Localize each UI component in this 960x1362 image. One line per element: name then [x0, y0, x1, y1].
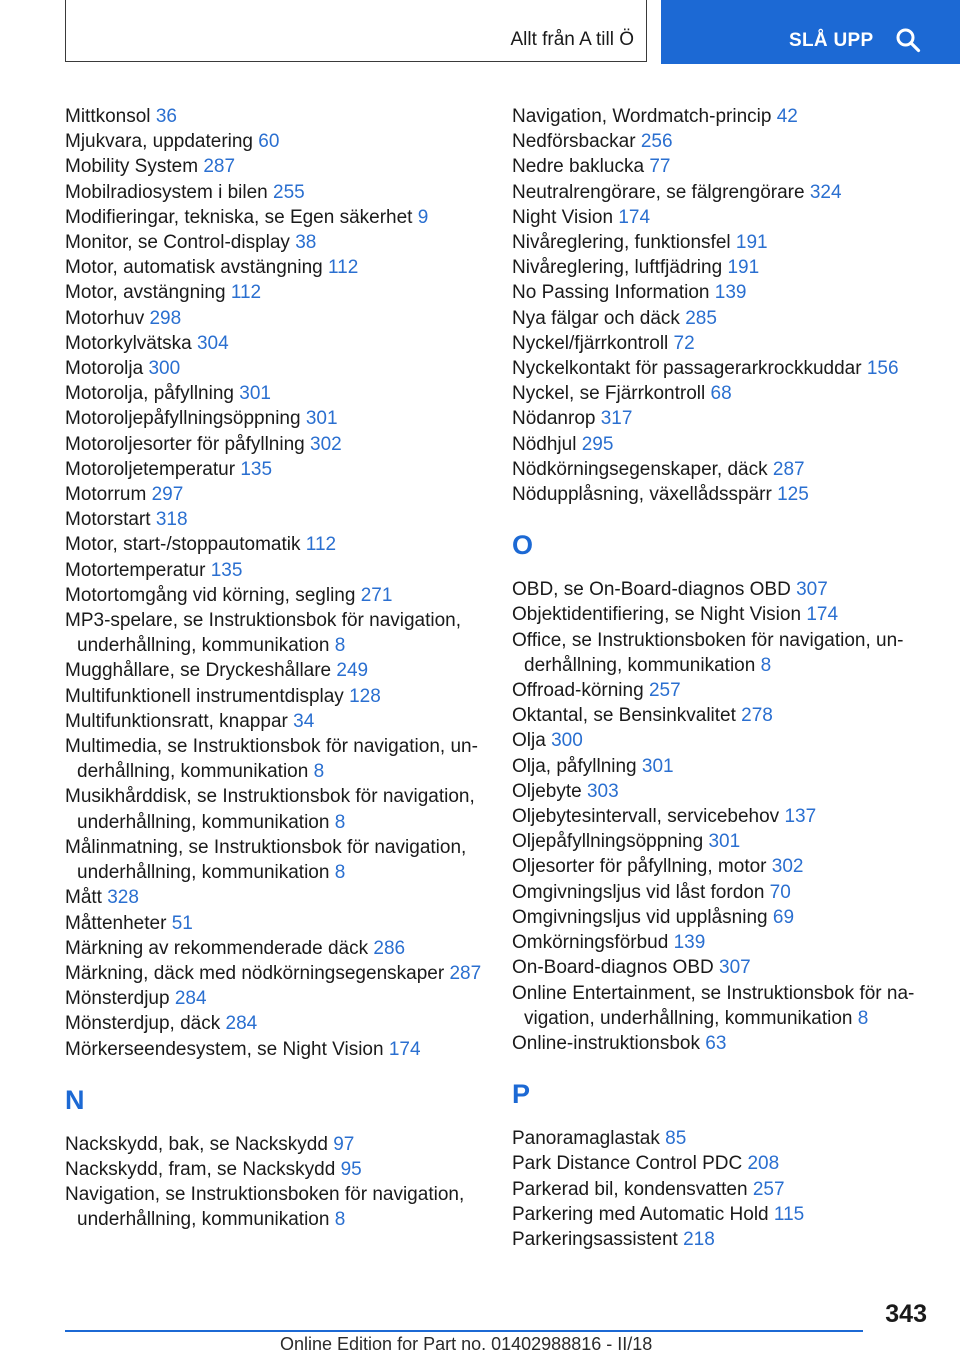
index-entry	[512, 381, 942, 406]
index-entry-text: Parkeringsassistent	[512, 1228, 678, 1250]
index-entry-text: Nivåreglering, funktionsfel	[512, 232, 731, 254]
index-entry-text: Motoroljetemperatur	[65, 458, 236, 480]
index-entry-text: Navigation, Wordmatch-princip	[512, 106, 772, 127]
page-reference-link[interactable]: 8	[760, 654, 772, 676]
page-reference-link[interactable]: 85	[665, 1128, 687, 1150]
page-reference-link[interactable]: 36	[155, 106, 177, 127]
page-reference-link[interactable]: 284	[174, 988, 207, 1010]
index-entry	[512, 905, 942, 930]
index-entry-text: Nödanrop	[512, 408, 596, 430]
index-entry-text: Nyckel, se Fjärrkontroll	[512, 383, 706, 405]
index-entry	[512, 482, 942, 507]
page-reference-link[interactable]: 9	[417, 206, 429, 228]
page-reference-link[interactable]: 137	[784, 806, 817, 828]
index-entry	[512, 104, 942, 129]
index-entry-text: Motoroljesorter för påfyllning	[65, 433, 305, 455]
index-entry	[512, 280, 942, 305]
a-to-z-tab[interactable]	[65, 0, 647, 62]
index-entry-text: On-Board-diagnos OBD	[512, 957, 714, 979]
index-entry-text: Nivåreglering, luftfjädring	[512, 257, 723, 279]
index-entry-text: Olja, påfyllning	[512, 755, 637, 777]
index-entry	[65, 280, 495, 305]
index-entry	[65, 1182, 495, 1232]
index-entry	[512, 1202, 942, 1227]
index-entry	[512, 1227, 942, 1252]
page-header	[0, 0, 960, 66]
index-entry-text: Multifunktionsratt, knappar	[65, 710, 288, 732]
index-entry	[65, 432, 495, 457]
index-entry-text: Nackskydd, bak, se Nackskydd	[65, 1133, 328, 1155]
index-entry	[65, 1037, 495, 1062]
index-entry-text: Nackskydd, fram, se Nackskydd	[65, 1158, 336, 1180]
index-entry	[65, 255, 495, 280]
index-entry-text: Motoroljepåfyllningsöppning	[65, 408, 301, 430]
index-entry	[512, 728, 942, 753]
page-reference-link[interactable]: 301	[239, 383, 271, 405]
index-entry	[512, 703, 942, 728]
page-reference-link[interactable]: 112	[305, 534, 337, 556]
page-reference-link[interactable]: 317	[600, 408, 633, 430]
index-entry-text: Multimedia, se Instruktionsbok för navigation, underhållning, kommunikation	[65, 736, 478, 783]
index-entry-text: Nedre baklucka	[512, 156, 645, 178]
index-entry-text: Oljebytesintervall, servicebehov	[512, 806, 780, 828]
index-entry-text: Nödhjul	[512, 433, 577, 455]
index-entry-text: Parkerad bil, kondensvatten	[512, 1178, 748, 1200]
page-reference-link[interactable]: 174	[806, 604, 839, 626]
index-entry	[65, 180, 495, 205]
index-entry-text: Online Entertainment, se Instruktionsbok för navigation, underhållning, kommunikation	[512, 982, 915, 1029]
page-reference-link[interactable]: 301	[305, 408, 338, 430]
index-entry	[512, 432, 942, 457]
page-reference-link[interactable]: 307	[796, 579, 828, 601]
index-entry	[65, 129, 495, 154]
index-entry-text: Oljesorter för påfyllning, motor	[512, 856, 767, 878]
page-reference-link[interactable]: 318	[155, 509, 188, 531]
index-column-right	[512, 104, 942, 1252]
page-reference-link[interactable]: 112	[327, 257, 359, 279]
index-entry-text: Mönsterdjup	[65, 988, 170, 1010]
index-entry	[512, 829, 942, 854]
index-entry	[65, 356, 495, 381]
look-up-label: SLÅ UPP	[789, 30, 874, 51]
a-to-z-tab-label: Allt från A till Ö	[510, 29, 634, 50]
index-entry-text: Mittkonsol	[65, 106, 151, 127]
index-entry	[512, 779, 942, 804]
index-entry-text: Motorkylvätska	[65, 332, 192, 354]
index-entry	[65, 104, 495, 129]
page-reference-link[interactable]: 256	[640, 131, 673, 153]
index-column-left	[65, 104, 495, 1233]
page-reference-link[interactable]: 191	[735, 232, 768, 254]
page-reference-link[interactable]: 68	[710, 383, 732, 405]
index-entry-text: Oljebyte	[512, 780, 582, 802]
index-entry	[512, 981, 942, 1031]
index-entry	[512, 154, 942, 179]
index-entry	[512, 331, 942, 356]
section-letter: P	[512, 1079, 531, 1110]
index-entry-text: Office, se Instruktionsboken för navigation, underhållning, kommunikation	[512, 629, 904, 676]
index-entry	[65, 835, 495, 885]
page-reference-link[interactable]: 38	[295, 232, 317, 254]
index-entry-text: Modifieringar, tekniska, se Egen säkerhet	[65, 206, 413, 228]
index-entry-text: Märkning, däck med nödkörningsegenskaper	[65, 962, 445, 984]
page-reference-link[interactable]: 328	[107, 887, 139, 909]
page-reference-link[interactable]: 8	[334, 1209, 346, 1231]
section-letter: N	[65, 1084, 85, 1115]
index-entry	[512, 854, 942, 879]
page-reference-link[interactable]: 174	[388, 1038, 421, 1060]
index-entry-text: Navigation, se Instruktionsboken för navigation, underhållning, kommunikation	[65, 1184, 465, 1231]
index-entry-text: Neutralrengörare, se fälgrengörare	[512, 181, 805, 203]
page-reference-link[interactable]: 174	[618, 206, 651, 228]
index-entry	[512, 1177, 942, 1202]
index-entry-text: Motorolja, påfyllning	[65, 383, 234, 405]
page-reference-link[interactable]: 69	[772, 906, 795, 928]
page-reference-link[interactable]: 257	[752, 1178, 785, 1200]
page-reference-link[interactable]: 70	[769, 881, 791, 903]
index-entry-text: Omgivningsljus vid låst fordon	[512, 881, 765, 903]
index-entry	[65, 608, 495, 658]
index-entry-text: Oktantal, se Bensinkvalitet	[512, 705, 736, 727]
page-reference-link[interactable]: 302	[771, 856, 804, 878]
index-entry-text: Olja	[512, 730, 546, 752]
index-entry-text: Motorhuv	[65, 307, 145, 329]
page-reference-link[interactable]: 307	[719, 957, 751, 979]
page-reference-link[interactable]: 302	[310, 433, 342, 455]
page-reference-link[interactable]: 300	[551, 730, 583, 752]
index-entry-text: Motortemperatur	[65, 559, 206, 581]
index-entry	[65, 381, 495, 406]
index-entry	[512, 1031, 942, 1056]
index-entry-text: Nedförsbackar	[512, 131, 636, 153]
page-reference-link[interactable]: 60	[258, 131, 280, 153]
index-entry	[65, 961, 495, 986]
index-entry-text: Mjukvara, uppdatering	[65, 131, 253, 153]
index-entry	[512, 230, 942, 255]
index-entry	[512, 602, 942, 627]
index-entry	[65, 936, 495, 961]
index-entry-text: Måttenheter	[65, 912, 167, 934]
index-entry-text: Objektidentifiering, se Night Vision	[512, 604, 802, 626]
page-reference-link[interactable]: 191	[727, 257, 760, 279]
page-reference-link[interactable]: 77	[649, 156, 671, 178]
page-reference-link[interactable]: 156	[866, 358, 899, 380]
page-reference-link[interactable]: 128	[349, 685, 381, 707]
index-entry-text: Motorolja	[65, 358, 144, 380]
index-entry-text: Mönsterdjup, däck	[65, 1013, 221, 1035]
page-reference-link[interactable]: 72	[673, 332, 695, 354]
index-entry-text: Motor, start-/stoppautomatik	[65, 534, 301, 556]
index-entry	[65, 154, 495, 179]
index-entry	[512, 205, 942, 230]
index-entry	[512, 255, 942, 280]
page-reference-link[interactable]: 97	[333, 1133, 355, 1155]
index-entry-text: Omkörningsförbud	[512, 932, 669, 954]
index-entry	[512, 577, 942, 602]
index-entry-text: Musikhårddisk, se Instruktionsbok för navigation, underhållning, kommunikation	[65, 786, 475, 833]
index-entry-text: Målinmatning, se Instruktionsbok för navigation, underhållning, kommunikation	[65, 836, 467, 884]
page-reference-link[interactable]: 255	[273, 181, 305, 203]
index-entry	[65, 709, 495, 734]
index-entry-text: No Passing Information	[512, 282, 710, 304]
page-reference-link[interactable]: 8	[334, 862, 346, 884]
index-entry	[512, 457, 942, 482]
index-entry-text: MP3-spelare, se Instruktionsbok för navigation, underhållning, kommunikation	[65, 610, 462, 657]
index-entry	[65, 205, 495, 230]
index-entry	[512, 180, 942, 205]
page-reference-link[interactable]: 139	[714, 282, 747, 304]
page-reference-link[interactable]: 42	[776, 106, 798, 127]
index-entry	[65, 784, 495, 834]
page-reference-link[interactable]: 51	[171, 912, 193, 934]
index-entry-text: Night Vision	[512, 206, 614, 228]
page-reference-link[interactable]: 287	[203, 156, 236, 178]
index-entry	[512, 930, 942, 955]
page-reference-link[interactable]: 324	[809, 181, 842, 203]
page-reference-link[interactable]: 271	[360, 584, 393, 606]
index-entry	[65, 558, 495, 583]
index-entry-text: Panoramaglastak	[512, 1128, 660, 1150]
index-entry	[512, 804, 942, 829]
page-reference-link[interactable]: 112	[230, 282, 262, 304]
index-entry-text: Offroad-körning	[512, 680, 644, 702]
page-reference-link[interactable]: 303	[586, 780, 619, 802]
index-entry	[65, 986, 495, 1011]
page-reference-link[interactable]: 63	[705, 1032, 727, 1054]
index-entry	[65, 482, 495, 507]
page-reference-link[interactable]: 301	[708, 831, 741, 853]
index-entry	[65, 457, 495, 482]
index-entry-text: Nyckelkontakt för passagerarkrockkuddar	[512, 358, 862, 380]
page-reference-link[interactable]: 8	[334, 635, 346, 657]
page-reference-link[interactable]: 249	[336, 660, 369, 682]
index-entry	[512, 1126, 942, 1151]
page-reference-link[interactable]: 286	[373, 937, 406, 959]
footer-edition-text: Online Edition for Part no. 01402988816 - II/18	[280, 1334, 653, 1354]
index-entry-text: Nyckel/fjärrkontroll	[512, 332, 669, 354]
page-reference-link[interactable]: 304	[196, 332, 229, 354]
section-letter: O	[512, 530, 534, 561]
page-reference-link[interactable]: 298	[149, 307, 182, 329]
page-reference-link[interactable]: 208	[747, 1153, 780, 1175]
index-entry	[65, 734, 495, 784]
page-reference-link[interactable]: 115	[773, 1203, 805, 1225]
search-icon	[895, 27, 921, 53]
index-entry-text: OBD, se On-Board-diagnos OBD	[512, 579, 791, 601]
page-reference-link[interactable]: 297	[151, 484, 184, 506]
page-reference-link[interactable]: 284	[225, 1013, 258, 1035]
index-entry	[512, 406, 942, 431]
index-entry-text: Mugghållare, se Dryckeshållare	[65, 660, 332, 682]
index-entry-text: Nödkörningsegenskaper, däck	[512, 458, 768, 480]
index-entry	[65, 658, 495, 683]
index-entry-text: Monitor, se Control-display	[65, 232, 290, 254]
page-number: 343	[885, 1300, 927, 1328]
index-entry	[65, 406, 495, 431]
index-entry	[512, 880, 942, 905]
index-entry	[65, 507, 495, 532]
index-entry-text: Mobilradiosystem i bilen	[65, 181, 268, 203]
page-reference-link[interactable]: 139	[673, 932, 706, 954]
page-reference-link[interactable]: 218	[683, 1228, 715, 1250]
index-entry	[65, 1157, 495, 1182]
page-reference-link[interactable]: 285	[685, 307, 717, 329]
index-entry	[65, 1011, 495, 1036]
index-entry	[512, 306, 942, 331]
index-entry-text: Nödupplåsning, växellådsspärr	[512, 484, 772, 506]
index-entry	[65, 331, 495, 356]
index-entry-text: Nya fälgar och däck	[512, 307, 680, 329]
index-entry	[65, 306, 495, 331]
index-entry	[512, 678, 942, 703]
index-entry	[65, 1132, 495, 1157]
page-reference-link[interactable]: 125	[777, 484, 809, 506]
index-entry	[512, 754, 942, 779]
index-entry-text: Motor, avstängning	[65, 282, 226, 304]
page-reference-link[interactable]: 8	[313, 761, 325, 783]
index-entry-text: Parkering med Automatic Hold	[512, 1203, 769, 1225]
index-entry-text: Park Distance Control PDC	[512, 1153, 743, 1175]
page-reference-link[interactable]: 295	[581, 433, 614, 455]
index-entry	[65, 583, 495, 608]
page-reference-link[interactable]: 135	[210, 559, 243, 581]
page-reference-link[interactable]: 135	[240, 458, 273, 480]
footer-divider	[65, 1330, 863, 1332]
index-entry-text: Multifunktionell instrumentdisplay	[65, 685, 344, 707]
index-entry-text: Mobility System	[65, 156, 199, 178]
index-entry-text: Omgivningsljus vid upplåsning	[512, 906, 768, 928]
page-reference-link[interactable]: 34	[293, 710, 315, 732]
page-reference-link[interactable]: 8	[857, 1007, 869, 1029]
index-entry-text: Oljepåfyllningsöppning	[512, 831, 704, 853]
page-reference-link[interactable]: 8	[334, 811, 346, 833]
page-reference-link[interactable]: 301	[641, 755, 674, 777]
page-reference-link[interactable]: 278	[741, 705, 773, 727]
index-entry-text: Mått	[65, 887, 102, 909]
index-entry-text: Motortomgång vid körning, segling	[65, 584, 356, 606]
index-entry	[512, 356, 942, 381]
look-up-button[interactable]	[661, 0, 960, 64]
index-entry	[512, 955, 942, 980]
index-entry-text: Märkning av rekommenderade däck	[65, 937, 369, 959]
index-entry	[65, 911, 495, 936]
index-entry	[65, 885, 495, 910]
index-entry	[512, 628, 942, 678]
index-entry	[65, 230, 495, 255]
index-entry	[65, 684, 495, 709]
index-entry-text: Motorstart	[65, 509, 151, 531]
index-entry	[512, 129, 942, 154]
page-reference-link[interactable]: 287	[772, 458, 805, 480]
index-entry-text: Motorrum	[65, 484, 147, 506]
index-entry	[65, 532, 495, 557]
index-entry-text: Motor, automatisk avstängning	[65, 257, 323, 279]
page-reference-link[interactable]: 257	[648, 680, 681, 702]
page-reference-link[interactable]: 95	[340, 1158, 362, 1180]
page-reference-link[interactable]: 300	[148, 358, 181, 380]
page-reference-link[interactable]: 287	[449, 962, 482, 984]
index-entry-text: Mörkerseendesystem, se Night Vision	[65, 1038, 384, 1060]
index-entry-text: Online-instruktionsbok	[512, 1032, 700, 1054]
index-entry	[512, 1151, 942, 1176]
